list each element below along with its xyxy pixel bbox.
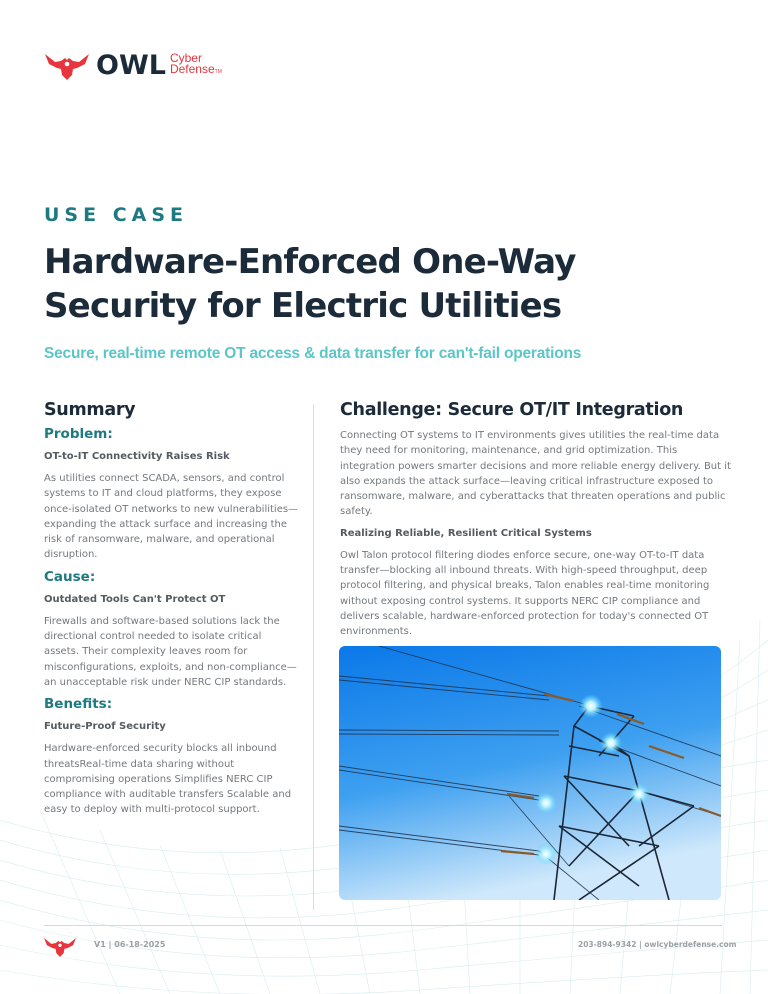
problem-body: As utilities connect SCADA, sensors, and control systems to IT and cloud platforms, they expose once-isolated OT networks to new vulnerabilities—expanding the attack surface and increasing the risk of ransomware, malware, and operational disruption.	[44, 473, 299, 561]
footer-version: V1 | 06-18-2025	[94, 940, 166, 949]
benefits-body: Hardware-enforced security blocks all inbound threatsReal-time data sharing without compromising operations Simplifies NERC CIP compliance with auditable transfers Scalable and easy to deploy with multi-protocol support.	[44, 743, 292, 816]
power-tower-illustration	[339, 646, 721, 900]
challenge-subheading: Realizing Reliable, Resilient Critical Systems	[340, 527, 592, 539]
cause-label: Cause:	[44, 568, 96, 585]
page-title	[44, 240, 684, 328]
challenge-intro: Connecting OT systems to IT environments gives utilities the real-time data they need for monitoring, maintenance, and grid optimization. This integration powers smarter decisions and more reliable energy delivery. But it also expands the attack surface—leaving critical infrastructure exposed to ransomware, malware, and cyberattacks that threaten operations and public safety.	[340, 430, 731, 518]
problem-section	[44, 426, 299, 563]
summary-heading: Summary	[44, 400, 136, 420]
brand-wordmark: OWL	[96, 49, 166, 81]
brand-logo	[45, 50, 222, 80]
title-line-1: Hardware-Enforced One-Way	[44, 242, 576, 282]
cause-section	[44, 569, 299, 690]
challenge-column	[340, 400, 735, 640]
summary-column	[44, 400, 299, 818]
brand-sub-line1: Cyber	[169, 50, 202, 65]
trademark-mark: TM	[214, 68, 222, 75]
transmission-tower-photo	[339, 646, 721, 900]
challenge-body: Owl Talon protocol filtering diodes enforce secure, one-way OT-to-IT data transfer—blocking all inbound threats. With high-speed throughput, deep protocol filtering, and physical breaks, Talon enables real-time monitoring without exposing control systems. It supports NERC CIP compliance and delivers scalable, hardware-enforced protection for today's connected OT environments.	[340, 549, 710, 638]
footer-divider	[44, 925, 722, 926]
brand-subtitle	[169, 50, 222, 78]
eyebrow-label: USE CASE	[44, 204, 189, 226]
benefits-subheading: Future-Proof Security	[44, 721, 166, 733]
problem-label: Problem:	[44, 426, 113, 442]
cause-body: Firewalls and software-based solutions lack the directional control needed to isolate critical assets. Their complexity leaves room for misconfigurations, exploits, and non-compliance—an unacceptable risk under NERC CIP standards.	[44, 615, 297, 688]
owl-icon	[45, 50, 89, 80]
benefits-section	[44, 696, 299, 817]
footer-owl-icon	[44, 935, 76, 957]
challenge-heading: Challenge: Secure OT/IT Integration	[340, 400, 684, 420]
page-subtitle: Secure, real-time remote OT access & data transfer for can't-fail operations	[44, 345, 582, 362]
brand-sub-line2-text: Defense	[169, 61, 215, 76]
column-divider	[313, 405, 314, 910]
footer-contact[interactable]: 203-894-9342 | owlcyberdefense.com	[578, 940, 737, 949]
benefits-label: Benefits:	[44, 696, 113, 713]
problem-subheading: OT-to-IT Connectivity Raises Risk	[44, 451, 230, 462]
title-line-2: Security for Electric Utilities	[44, 286, 562, 326]
cause-subheading: Outdated Tools Can't Protect OT	[44, 593, 226, 605]
brand-sub-line2	[169, 61, 222, 78]
